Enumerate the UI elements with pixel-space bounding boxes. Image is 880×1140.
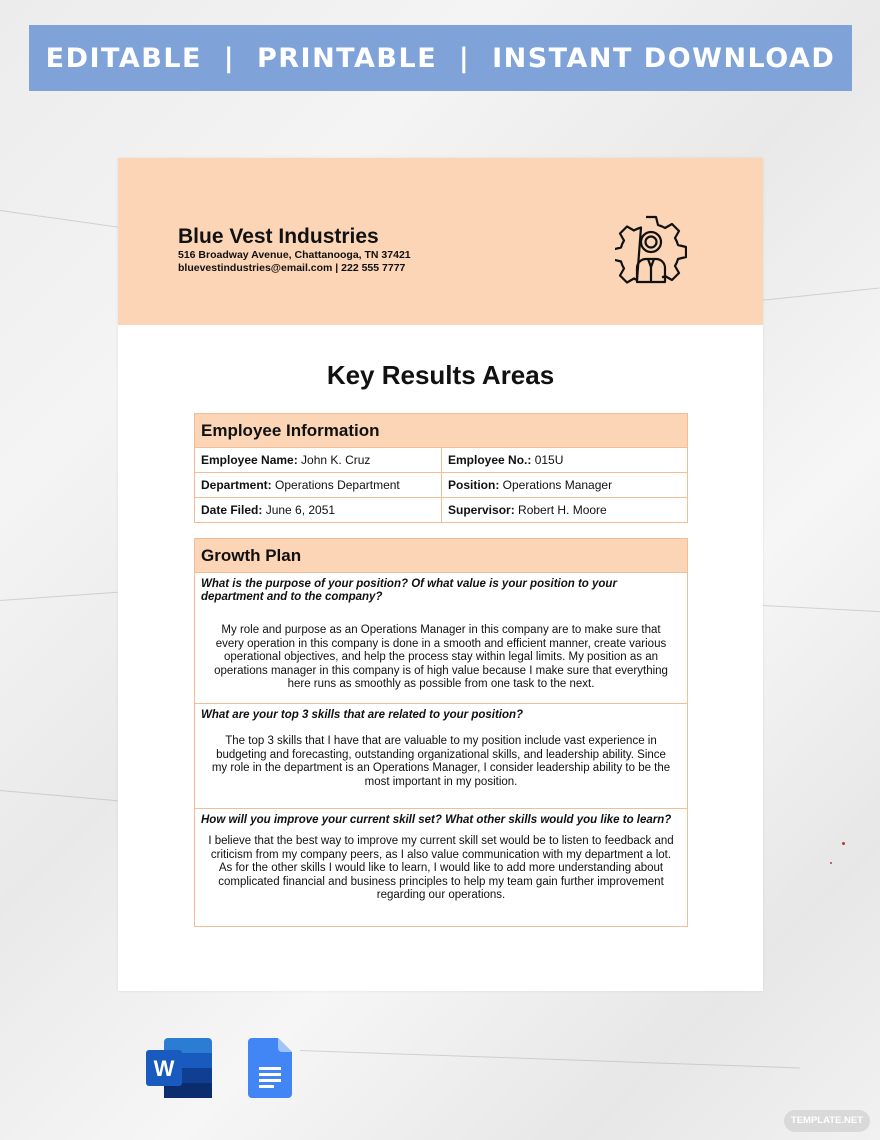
word-icon-letter: W (153, 1056, 175, 1081)
marble-vein (0, 592, 118, 601)
employee-name-cell (195, 448, 441, 472)
department-cell (195, 473, 441, 497)
info-row (195, 473, 687, 498)
answer-text: I believe that the best way to improve my current skill set would be to listen to feedback and criticism from my company peers, as I also value communication with my department a lot. As for the other skills I would like to learn, I would like to add more understanding about complicated financial and business principles to help my team gain further improvement regarding our operations. (208, 835, 674, 901)
promo-banner (29, 25, 852, 91)
field-value: Operations Department (275, 478, 400, 492)
info-row (195, 448, 687, 473)
field-value: John K. Cruz (301, 453, 371, 467)
red-speck (842, 842, 845, 845)
employee-number-cell (441, 448, 687, 472)
marble-vein (0, 790, 118, 801)
marble-vein (300, 1050, 800, 1068)
field-value: 015U (534, 453, 564, 467)
section-heading: Employee Information (195, 414, 687, 448)
info-row (195, 498, 687, 522)
field-value: June 6, 2051 (265, 503, 336, 517)
document-title: Key Results Areas (326, 360, 555, 390)
field-value: Robert H. Moore (518, 503, 607, 517)
document-page (118, 158, 763, 991)
field-label: Date Filed: (201, 503, 263, 517)
field-label: Employee No.: (448, 453, 532, 467)
question-text: What are your top 3 skills that are related to your position? (201, 709, 524, 721)
supervisor-cell (441, 498, 687, 522)
company-name: Blue Vest Industries (178, 225, 379, 248)
position-cell (441, 473, 687, 497)
qa-item (195, 809, 687, 926)
question-text: How will you improve your current skill set? What other skills would you like to learn? (201, 814, 672, 826)
date-filed-cell (195, 498, 441, 522)
red-speck (830, 862, 832, 864)
field-label: Employee Name: (201, 453, 298, 467)
growth-plan-section (194, 538, 688, 927)
google-docs-icon[interactable] (248, 1038, 292, 1098)
word-icon[interactable] (146, 1038, 212, 1098)
question-text: What is the purpose of your position? Of what value is your position to your department and to the company? (201, 578, 617, 603)
field-label: Position: (448, 478, 500, 492)
answer-text: The top 3 skills that I have that are valuable to my position include vast experience in budgeting and forecasting, outstanding organizational skills, and leadership ability. Since my role in the department is an Operations Manager, I consider leadership ability to be the most important in my position. (211, 735, 671, 788)
gear-person-icon (615, 214, 687, 286)
qa-item (195, 573, 687, 704)
employee-info-section (194, 413, 688, 523)
company-address: 516 Broadway Avenue, Chattanooga, TN 37421 (178, 249, 411, 261)
watermark-badge: TEMPLATE.NET (784, 1110, 870, 1132)
section-heading: Growth Plan (195, 539, 687, 573)
field-label: Department: (201, 478, 272, 492)
answer-text: My role and purpose as an Operations Manager in this company are to make sure that every operation in this company is done in a smooth and efficient manner, create various operational objectives, and help the process stay within legal limits. My position as an operations manager in this company is of high value because I make sure that everything here runs as smoothly as possible from one task to the next. (214, 624, 668, 690)
field-label: Supervisor: (448, 503, 515, 517)
marble-vein (760, 287, 879, 301)
field-value: Operations Manager (502, 478, 613, 492)
document-header (118, 158, 763, 325)
qa-item (195, 704, 687, 809)
marble-vein (763, 605, 880, 612)
company-contact: bluevestindustries@email.com | 222 555 7777 (178, 262, 406, 274)
banner-text: EDITABLE | PRINTABLE | INSTANT DOWNLOAD (45, 42, 836, 74)
